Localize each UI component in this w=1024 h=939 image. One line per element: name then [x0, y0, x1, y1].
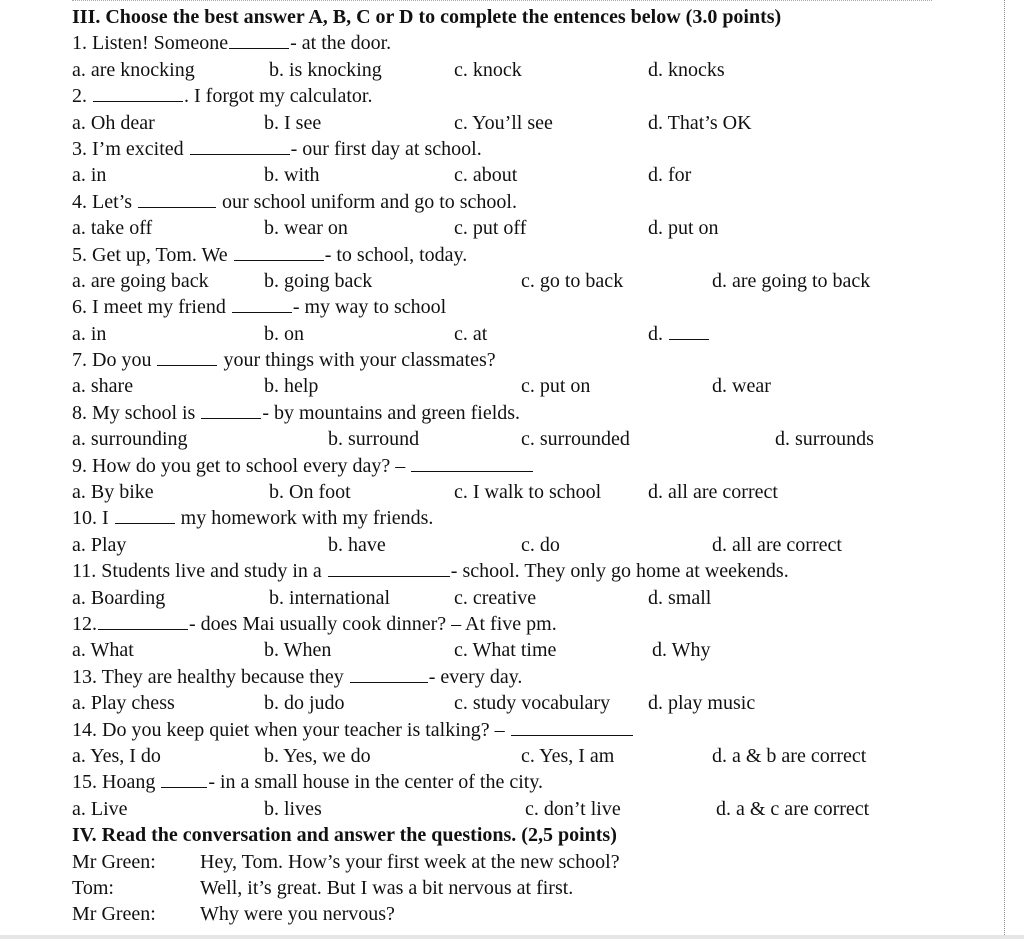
option-a: a. are knocking — [72, 58, 195, 81]
question-10 — [72, 505, 1002, 531]
option-c: c. knock — [454, 58, 522, 81]
options-8 — [72, 426, 1002, 452]
option-c: c. put on — [521, 375, 591, 398]
question-2 — [72, 83, 1002, 109]
option-d: d. knocks — [648, 58, 725, 81]
question-text: 14. Do you keep quiet when your teacher is talking? – — [72, 718, 510, 741]
question-text: 7. Do you — [72, 349, 157, 372]
options-3 — [72, 162, 1002, 188]
options-1 — [72, 57, 1002, 83]
question-text: - to school, today. — [324, 243, 468, 266]
options-13 — [72, 690, 1002, 716]
option-b: b. help — [264, 375, 319, 398]
option-a: a. Play chess — [72, 692, 175, 715]
worksheet-content — [72, 4, 1002, 928]
question-14 — [72, 717, 1002, 743]
question-text: 11. Students live and study in a — [72, 560, 327, 583]
question-text: 12. — [72, 612, 97, 635]
answer-blank — [93, 85, 183, 102]
answer-blank — [157, 349, 217, 366]
question-text: 6. I meet my friend — [72, 296, 231, 319]
option-b: b. wear on — [264, 217, 348, 240]
option-b: b. lives — [264, 797, 322, 820]
option-b: b. On foot — [269, 481, 351, 504]
option-b: b. surround — [328, 428, 420, 451]
answer-blank — [350, 666, 428, 683]
answer-blank — [328, 560, 450, 577]
answer-blank — [234, 244, 324, 261]
section-heading: III. Choose the best answer A, B, C or D to complete the entences below (3.0 points) — [72, 6, 782, 28]
option-c: c. put off — [454, 217, 527, 240]
question-text: - my way to school — [292, 296, 447, 319]
question-6 — [72, 294, 1002, 320]
option-c: c. creative — [454, 586, 537, 609]
options-5 — [72, 268, 1002, 294]
speech: Well, it’s great. But I was a bit nervous at first. — [200, 876, 574, 899]
option-b: b. on — [264, 322, 304, 345]
option-c: c. go to back — [521, 269, 624, 292]
answer-blank — [161, 771, 207, 788]
question-text: 1. Listen! Someone — [72, 32, 229, 55]
question-text: - does Mai usually cook dinner? – At five pm. — [189, 612, 557, 635]
options-7 — [72, 373, 1002, 399]
answer-blank — [411, 455, 533, 472]
answer-blank — [669, 323, 709, 340]
question-11 — [72, 558, 1002, 584]
option-b: b. have — [328, 533, 386, 556]
question-text: - in a small house in the center of the city. — [208, 771, 544, 794]
option-a: a. Boarding — [72, 586, 166, 609]
question-text: 9. How do you get to school every day? – — [72, 454, 411, 477]
option-a: a. are going back — [72, 269, 209, 292]
question-text: - school. They only go home at weekends. — [450, 560, 789, 583]
option-d: d. all are correct — [648, 481, 778, 504]
options-10 — [72, 532, 1002, 558]
option-c: c. You’ll see — [454, 111, 553, 134]
question-5 — [72, 242, 1002, 268]
question-text: 10. I — [72, 507, 114, 530]
option-d: d. small — [648, 586, 712, 609]
option-d: d. a & b are correct — [712, 744, 867, 767]
option-d: d. for — [648, 164, 692, 187]
option-a: a. Yes, I do — [72, 744, 161, 767]
option-c: c. do — [521, 533, 560, 556]
question-text: - every day. — [428, 665, 523, 688]
option-d: d. wear — [712, 375, 771, 398]
option-a: a. What — [72, 639, 134, 662]
speech: Hey, Tom. How’s your first week at the new school? — [200, 850, 620, 873]
options-12 — [72, 637, 1002, 663]
option-a: a. Play — [72, 533, 127, 556]
option-b: b. do judo — [264, 692, 345, 715]
question-text: 4. Let’s — [72, 190, 137, 213]
dialogue-line — [72, 875, 1002, 901]
question-1 — [72, 30, 1002, 56]
speech: Why were you nervous? — [200, 903, 395, 926]
option-c: c. surrounded — [521, 428, 630, 451]
question-15 — [72, 769, 1002, 795]
option-c: c. don’t live — [525, 797, 621, 820]
option-c: c. Yes, I am — [521, 744, 615, 767]
option-c: c. study vocabulary — [454, 692, 611, 715]
option-a: a. Oh dear — [72, 111, 155, 134]
question-text: - our first day at school. — [290, 137, 482, 160]
speaker: Mr Green: — [72, 850, 156, 873]
question-13 — [72, 664, 1002, 690]
question-12 — [72, 611, 1002, 637]
option-d — [648, 321, 710, 347]
option-a: a. in — [72, 322, 107, 345]
option-d: d. Why — [652, 639, 711, 662]
option-d: d. surrounds — [775, 428, 874, 451]
speaker: Tom: — [72, 876, 114, 899]
option-d: d. That’s OK — [648, 111, 752, 134]
right-margin-line — [1004, 0, 1005, 939]
question-text: our school uniform and go to school. — [217, 190, 517, 213]
question-text: - at the door. — [290, 32, 392, 55]
option-a: a. in — [72, 164, 107, 187]
answer-blank — [115, 507, 175, 524]
option-a: a. take off — [72, 217, 153, 240]
answer-blank — [138, 191, 216, 208]
option-d: d. are going to back — [712, 269, 871, 292]
question-3 — [72, 136, 1002, 162]
option-c: c. about — [454, 164, 518, 187]
option-a: a. By bike — [72, 481, 154, 504]
option-d-label: d. — [648, 322, 668, 345]
answer-blank — [511, 719, 633, 736]
question-text: 8. My school is — [72, 401, 201, 424]
top-margin-line — [72, 0, 932, 1]
option-d: d. play music — [648, 692, 756, 715]
answer-blank — [201, 402, 261, 419]
options-14 — [72, 743, 1002, 769]
question-4 — [72, 189, 1002, 215]
option-b: b. international — [269, 586, 391, 609]
question-text: your things with your classmates? — [218, 349, 496, 372]
option-b: b. Yes, we do — [264, 744, 371, 767]
question-9 — [72, 453, 1002, 479]
option-a: a. surrounding — [72, 428, 188, 451]
question-text: - by mountains and green fields. — [262, 401, 521, 424]
answer-blank — [190, 138, 290, 155]
option-c: c. I walk to school — [454, 481, 602, 504]
question-text: . I forgot my calculator. — [184, 85, 373, 108]
question-text: 5. Get up, Tom. We — [72, 243, 233, 266]
question-8 — [72, 400, 1002, 426]
answer-blank — [229, 32, 289, 49]
question-text: my homework with my friends. — [175, 507, 434, 530]
option-a: a. share — [72, 375, 134, 398]
options-11 — [72, 585, 1002, 611]
option-b: b. I see — [264, 111, 322, 134]
question-text: 2. — [72, 85, 92, 108]
options-2 — [72, 110, 1002, 136]
option-b: b. with — [264, 164, 320, 187]
dialogue-line — [72, 901, 1002, 927]
options-6 — [72, 321, 1002, 347]
option-b: b. is knocking — [269, 58, 382, 81]
options-15 — [72, 796, 1002, 822]
speaker: Mr Green: — [72, 903, 156, 926]
option-b: b. going back — [264, 269, 373, 292]
answer-blank — [232, 296, 292, 313]
question-7 — [72, 347, 1002, 373]
question-text: 3. I’m excited — [72, 137, 189, 160]
section-heading: IV. Read the conversation and answer the questions. (2,5 points) — [72, 824, 617, 847]
option-d: d. a & c are correct — [716, 797, 870, 820]
dialogue-line — [72, 849, 1002, 875]
option-b: b. When — [264, 639, 332, 662]
bottom-edge — [0, 935, 1024, 939]
option-a: a. Live — [72, 797, 128, 820]
question-text: 15. Hoang — [72, 771, 161, 794]
option-c: c. What time — [454, 639, 557, 662]
answer-blank — [98, 613, 188, 630]
option-d: d. put on — [648, 217, 719, 240]
options-9 — [72, 479, 1002, 505]
question-text: 13. They are healthy because they — [72, 665, 349, 688]
option-c: c. at — [454, 322, 488, 345]
options-4 — [72, 215, 1002, 241]
option-d: d. all are correct — [712, 533, 842, 556]
